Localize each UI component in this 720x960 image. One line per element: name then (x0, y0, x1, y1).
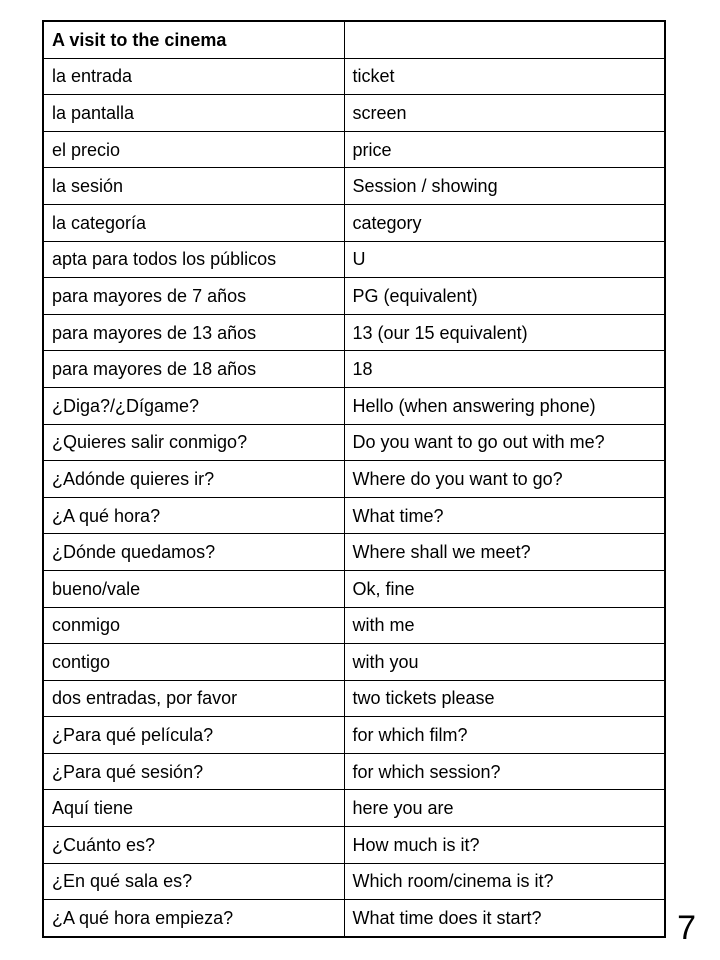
table-row (43, 204, 665, 241)
spanish-term: ¿A qué hora empieza? (43, 900, 344, 937)
english-translation: What time? (344, 497, 665, 534)
spanish-term: dos entradas, por favor (43, 680, 344, 717)
spanish-term: conmigo (43, 607, 344, 644)
english-translation: Ok, fine (344, 570, 665, 607)
spanish-term: ¿Dónde quedamos? (43, 534, 344, 571)
table-row (43, 827, 665, 864)
spanish-term: la pantalla (43, 95, 344, 132)
spanish-term: la categoría (43, 204, 344, 241)
english-translation: What time does it start? (344, 900, 665, 937)
table-row (43, 680, 665, 717)
table-row (43, 717, 665, 754)
table-row (43, 863, 665, 900)
table-row (43, 497, 665, 534)
page-number: 7 (677, 909, 696, 947)
spanish-term: ¿Adónde quieres ir? (43, 461, 344, 498)
english-translation: here you are (344, 790, 665, 827)
table-row (43, 790, 665, 827)
english-translation: two tickets please (344, 680, 665, 717)
table-row (43, 95, 665, 132)
spanish-term: el precio (43, 131, 344, 168)
english-translation: Which room/cinema is it? (344, 863, 665, 900)
table-row (43, 58, 665, 95)
spanish-term: la sesión (43, 168, 344, 205)
english-translation: How much is it? (344, 827, 665, 864)
table-row (43, 607, 665, 644)
spanish-term: apta para todos los públicos (43, 241, 344, 278)
english-translation: Do you want to go out with me? (344, 424, 665, 461)
spanish-term: ¿Para qué sesión? (43, 753, 344, 790)
spanish-term: ¿A qué hora? (43, 497, 344, 534)
table-row (43, 753, 665, 790)
spanish-term: para mayores de 7 años (43, 278, 344, 315)
english-translation: price (344, 131, 665, 168)
table-header-row (43, 21, 665, 58)
spanish-term: bueno/vale (43, 570, 344, 607)
spanish-term: ¿Cuánto es? (43, 827, 344, 864)
spanish-term: Aquí tiene (43, 790, 344, 827)
table-row (43, 314, 665, 351)
spanish-term: para mayores de 18 años (43, 351, 344, 388)
table-title: A visit to the cinema (43, 21, 344, 58)
table-row (43, 424, 665, 461)
english-translation: Where shall we meet? (344, 534, 665, 571)
spanish-term: ¿Quieres salir conmigo? (43, 424, 344, 461)
table-header-empty-cell (344, 21, 665, 58)
table-row (43, 900, 665, 937)
english-translation: 13 (our 15 equivalent) (344, 314, 665, 351)
table-row (43, 168, 665, 205)
table-row (43, 278, 665, 315)
table-row (43, 387, 665, 424)
english-translation: ticket (344, 58, 665, 95)
english-translation: for which film? (344, 717, 665, 754)
english-translation: screen (344, 95, 665, 132)
english-translation: Hello (when answering phone) (344, 387, 665, 424)
english-translation: PG (equivalent) (344, 278, 665, 315)
vocabulary-table-body (43, 21, 665, 937)
vocabulary-table (42, 20, 666, 938)
spanish-term: contigo (43, 644, 344, 681)
table-row (43, 241, 665, 278)
table-row (43, 351, 665, 388)
english-translation: 18 (344, 351, 665, 388)
english-translation: Session / showing (344, 168, 665, 205)
english-translation: category (344, 204, 665, 241)
spanish-term: ¿Diga?/¿Dígame? (43, 387, 344, 424)
english-translation: with you (344, 644, 665, 681)
english-translation: with me (344, 607, 665, 644)
english-translation: Where do you want to go? (344, 461, 665, 498)
spanish-term: ¿En qué sala es? (43, 863, 344, 900)
table-row (43, 570, 665, 607)
table-row (43, 534, 665, 571)
table-row (43, 461, 665, 498)
spanish-term: ¿Para qué película? (43, 717, 344, 754)
english-translation: for which session? (344, 753, 665, 790)
spanish-term: la entrada (43, 58, 344, 95)
table-row (43, 644, 665, 681)
english-translation: U (344, 241, 665, 278)
spanish-term: para mayores de 13 años (43, 314, 344, 351)
table-row (43, 131, 665, 168)
